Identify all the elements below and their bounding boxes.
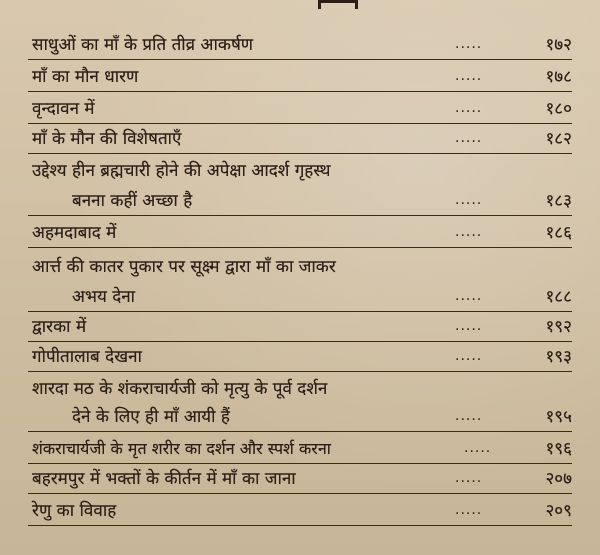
toc-entry-dots: ..... bbox=[455, 130, 483, 146]
toc-entry-page: १९५ bbox=[545, 407, 572, 427]
toc-entry bbox=[0, 282, 600, 312]
toc-entry-page: १८३ bbox=[545, 191, 572, 211]
toc-entry-title: उद्देश्य हीन ब्रह्मचारी होने की अपेक्षा आदर्श गृहस्थ bbox=[32, 161, 331, 181]
toc-entry-page: १८२ bbox=[545, 129, 572, 149]
toc-entry-dots: ..... bbox=[455, 192, 483, 208]
toc-entry bbox=[0, 124, 600, 154]
row-divider bbox=[28, 247, 572, 248]
toc-entry bbox=[0, 252, 600, 282]
toc-entry-page: १७२ bbox=[545, 35, 572, 55]
toc-entry bbox=[0, 62, 600, 92]
toc-entry bbox=[0, 156, 600, 186]
row-divider bbox=[28, 153, 572, 154]
toc-entry bbox=[0, 402, 600, 432]
toc-entry-dots: ..... bbox=[455, 68, 483, 84]
row-divider bbox=[28, 525, 572, 526]
toc-entry-title: अहमदाबाद में bbox=[32, 223, 117, 243]
toc-entry-page: २०९ bbox=[545, 501, 572, 521]
row-divider bbox=[28, 91, 572, 92]
toc-entry-title: अभय देना bbox=[72, 287, 136, 307]
toc-entry-page: १८८ bbox=[545, 287, 572, 307]
toc-entry-title: वृन्दावन में bbox=[32, 99, 95, 119]
toc-entry-title: आर्त्त की कातर पुकार पर सूक्ष्म द्वारा माँ का जाकर bbox=[32, 257, 336, 277]
toc-entry-page: १८६ bbox=[545, 223, 572, 243]
toc-entry-page: १८० bbox=[545, 99, 572, 119]
toc-entry-dots: ..... bbox=[455, 224, 483, 240]
toc-entry-title: साधुओं का माँ के प्रति तीव्र आकर्षण bbox=[32, 35, 254, 55]
toc-entry-title: द्वारका में bbox=[32, 317, 87, 337]
toc-entry-page: १९२ bbox=[545, 317, 572, 337]
toc-entry bbox=[0, 30, 600, 60]
toc-entry-dots: ..... bbox=[455, 502, 483, 518]
toc-entry-title: माँ के मौन की विशेषताएँ bbox=[32, 129, 182, 149]
row-divider bbox=[28, 59, 572, 60]
toc-entry bbox=[0, 218, 600, 248]
toc-entry bbox=[0, 464, 600, 494]
toc-entry-page: १९६ bbox=[545, 439, 572, 459]
toc-entry bbox=[0, 496, 600, 526]
toc-entry-page: १७८ bbox=[545, 67, 572, 87]
toc-entry bbox=[0, 186, 600, 216]
toc-entry bbox=[0, 312, 600, 342]
toc-entry-dots: ..... bbox=[455, 288, 483, 304]
toc-entry bbox=[0, 374, 600, 404]
toc-entry-title: माँ का मौन धारण bbox=[32, 67, 139, 87]
toc-entry-title: बनना कहीं अच्छा है bbox=[72, 191, 193, 211]
row-divider bbox=[28, 493, 572, 494]
toc-entry-dots: ..... bbox=[455, 470, 483, 486]
row-divider bbox=[28, 215, 572, 216]
toc-entry bbox=[0, 342, 600, 372]
toc-entry-title: शंकराचार्यजी के मृत शरीर का दर्शन और स्पर्श करना bbox=[32, 439, 331, 458]
top-ornament bbox=[318, 0, 358, 9]
toc-entry-dots: ..... bbox=[455, 100, 483, 116]
toc-entry-dots: ..... bbox=[455, 408, 483, 424]
row-divider bbox=[28, 431, 572, 432]
toc-entry-page: १९३ bbox=[545, 347, 572, 367]
toc-entry-title: देने के लिए ही माँ आयी हैं bbox=[72, 407, 230, 427]
toc-entry-dots: ..... bbox=[455, 36, 483, 52]
toc-entry bbox=[0, 94, 600, 124]
toc-entry-dots: ..... bbox=[455, 348, 483, 364]
toc-entry-page: २०७ bbox=[545, 469, 572, 489]
toc-entry-title: बहरमपुर में भक्तों के कीर्तन में माँ का जाना bbox=[32, 469, 296, 489]
toc-entry-dots: ..... bbox=[455, 318, 483, 334]
row-divider bbox=[28, 371, 572, 372]
toc-entry-title: गोपीतालाब देखना bbox=[32, 347, 142, 367]
toc-entry-dots: ..... bbox=[464, 440, 492, 456]
toc-entry-title: शारदा मठ के शंकराचार्यजी को मृत्यु के पूर्व दर्शन bbox=[32, 379, 328, 399]
toc-entry-title: रेणु का विवाह bbox=[32, 501, 117, 521]
toc-entry bbox=[0, 434, 600, 464]
